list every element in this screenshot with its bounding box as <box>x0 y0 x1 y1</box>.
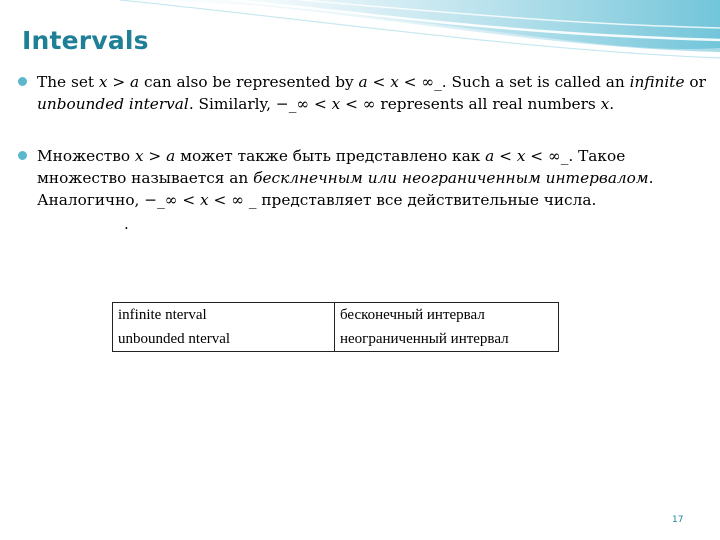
term-russian: бесконечный интервал <box>335 303 559 328</box>
slide-title: Intervals <box>22 26 149 55</box>
term-english: infinite nterval <box>113 303 335 328</box>
table-row <box>113 327 559 352</box>
bullet-text: The set x > a can also be represented by a < x < ∞_. Such a set is called an infinite or unbounded interval. Similarly, −_∞ < x < ∞ represents all real numbers x. <box>37 73 706 113</box>
bullet-dot-icon <box>18 77 27 86</box>
bullet-dot-icon <box>18 151 27 160</box>
bullet-russian <box>18 145 712 211</box>
stray-period: . <box>124 215 129 233</box>
term-russian: неограниченный интервал <box>335 327 559 352</box>
bullet-text: Множество x > a может также быть представлено как a < x < ∞_. Такое множество называется an бесклнечным или неограниченным интервалом. Аналогично, −_∞ < x < ∞ _ представляет все действительные числа. <box>37 147 654 209</box>
table-row <box>113 303 559 328</box>
term-english: unbounded nterval <box>113 327 335 352</box>
terms-table <box>112 302 559 352</box>
page-number: 17 <box>672 515 684 525</box>
bullet-english <box>18 71 712 115</box>
